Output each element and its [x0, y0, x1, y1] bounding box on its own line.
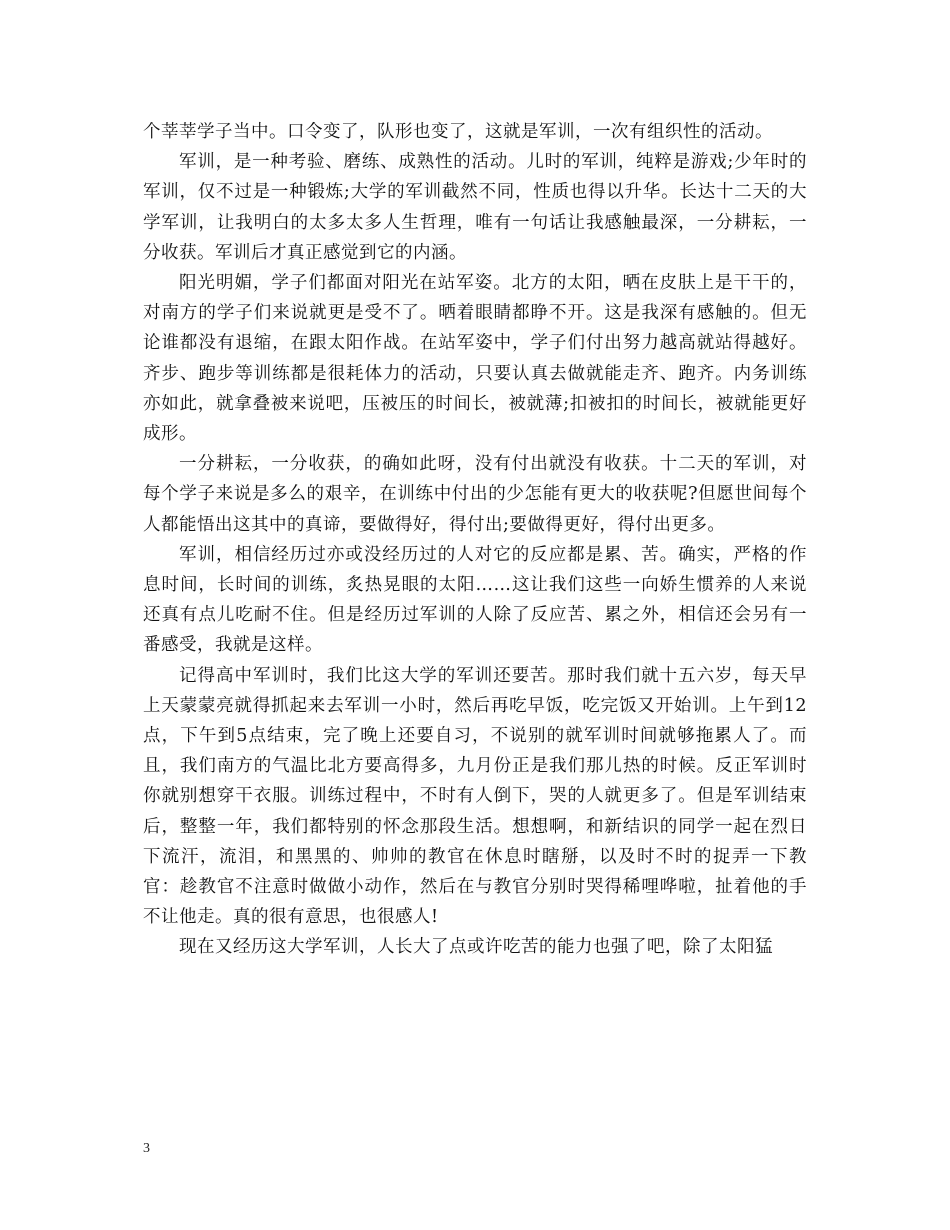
document-body: [143, 117, 807, 963]
paragraph-6: 记得高中军训时，我们比这大学的军训还要苦。那时我们就十五六岁，每天早上天蒙蒙亮就得抓起来去军训一小时，然后再吃早饭，吃完饭又开始训。上午到12点，下午到5点结束，完了晚上还要自习，不说别的就军训时间就够拖累人了。而且，我们南方的气温比北方要高得多，九月份正是我们那儿热的时候。反正军训时你就别想穿干衣服。训练过程中，不时有人倒下，哭的人就更多了。但是军训结束后，整整一年，我们都特别的怀念那段生活。想想啊，和新结识的同学一起在烈日下流汗，流泪，和黑黑的、帅帅的教官在休息时瞎掰，以及时不时的捉弄一下教官：趁教官不注意时做做小动作，然后在与教官分别时哭得稀哩哗啦，扯着他的手不让他走。真的很有意思，也很感人!: [143, 665, 807, 928]
paragraph-5: 军训，相信经历过亦或没经历过的人对它的反应都是累、苦。确实，严格的作息时间，长时间的训练，炙热晃眼的太阳……这让我们这些一向娇生惯养的人来说还真有点儿吃耐不住。但是经历过军训的人除了反应苦、累之外，相信还会另有一番感受，我就是这样。: [143, 544, 807, 656]
paragraph-1: 个莘莘学子当中。口令变了，队形也变了，这就是军训，一次有组织性的活动。: [143, 122, 773, 142]
page-number: 3: [143, 1141, 150, 1156]
paragraph-3: 阳光明媚，学子们都面对阳光在站军姿。北方的太阳，晒在皮肤上是干干的，对南方的学子们来说就更是受不了。晒着眼睛都睁不开。这是我深有感触的。但无论谁都没有退缩，在跟太阳作战。在站军姿中，学子们付出努力越高就站得越好。齐步、跑步等训练都是很耗体力的活动，只要认真去做就能走齐、跑齐。内务训练亦如此，就拿叠被来说吧，压被压的时间长，被就薄;扣被扣的时间长，被就能更好成形。: [143, 273, 807, 445]
paragraph-2: 军训，是一种考验、磨练、成熟性的活动。儿时的军训，纯粹是游戏;少年时的军训，仅不过是一种锻炼;大学的军训截然不同，性质也得以升华。长达十二天的大学军训，让我明白的太多太多人生哲理，唯有一句话让我感触最深，一分耕耘，一分收获。军训后才真正感觉到它的内涵。: [143, 152, 807, 263]
paragraph-4: 一分耕耘，一分收获，的确如此呀，没有付出就没有收获。十二天的军训，对每个学子来说是多么的艰辛，在训练中付出的少怎能有更大的收获呢?但愿世间每个人都能悟出这其中的真谛，要做得好，得付出;要做得更好，得付出更多。: [143, 454, 807, 535]
paragraph-7: 现在又经历这大学军训，人长大了点或许吃苦的能力也强了吧，除了太阳猛: [179, 937, 773, 958]
